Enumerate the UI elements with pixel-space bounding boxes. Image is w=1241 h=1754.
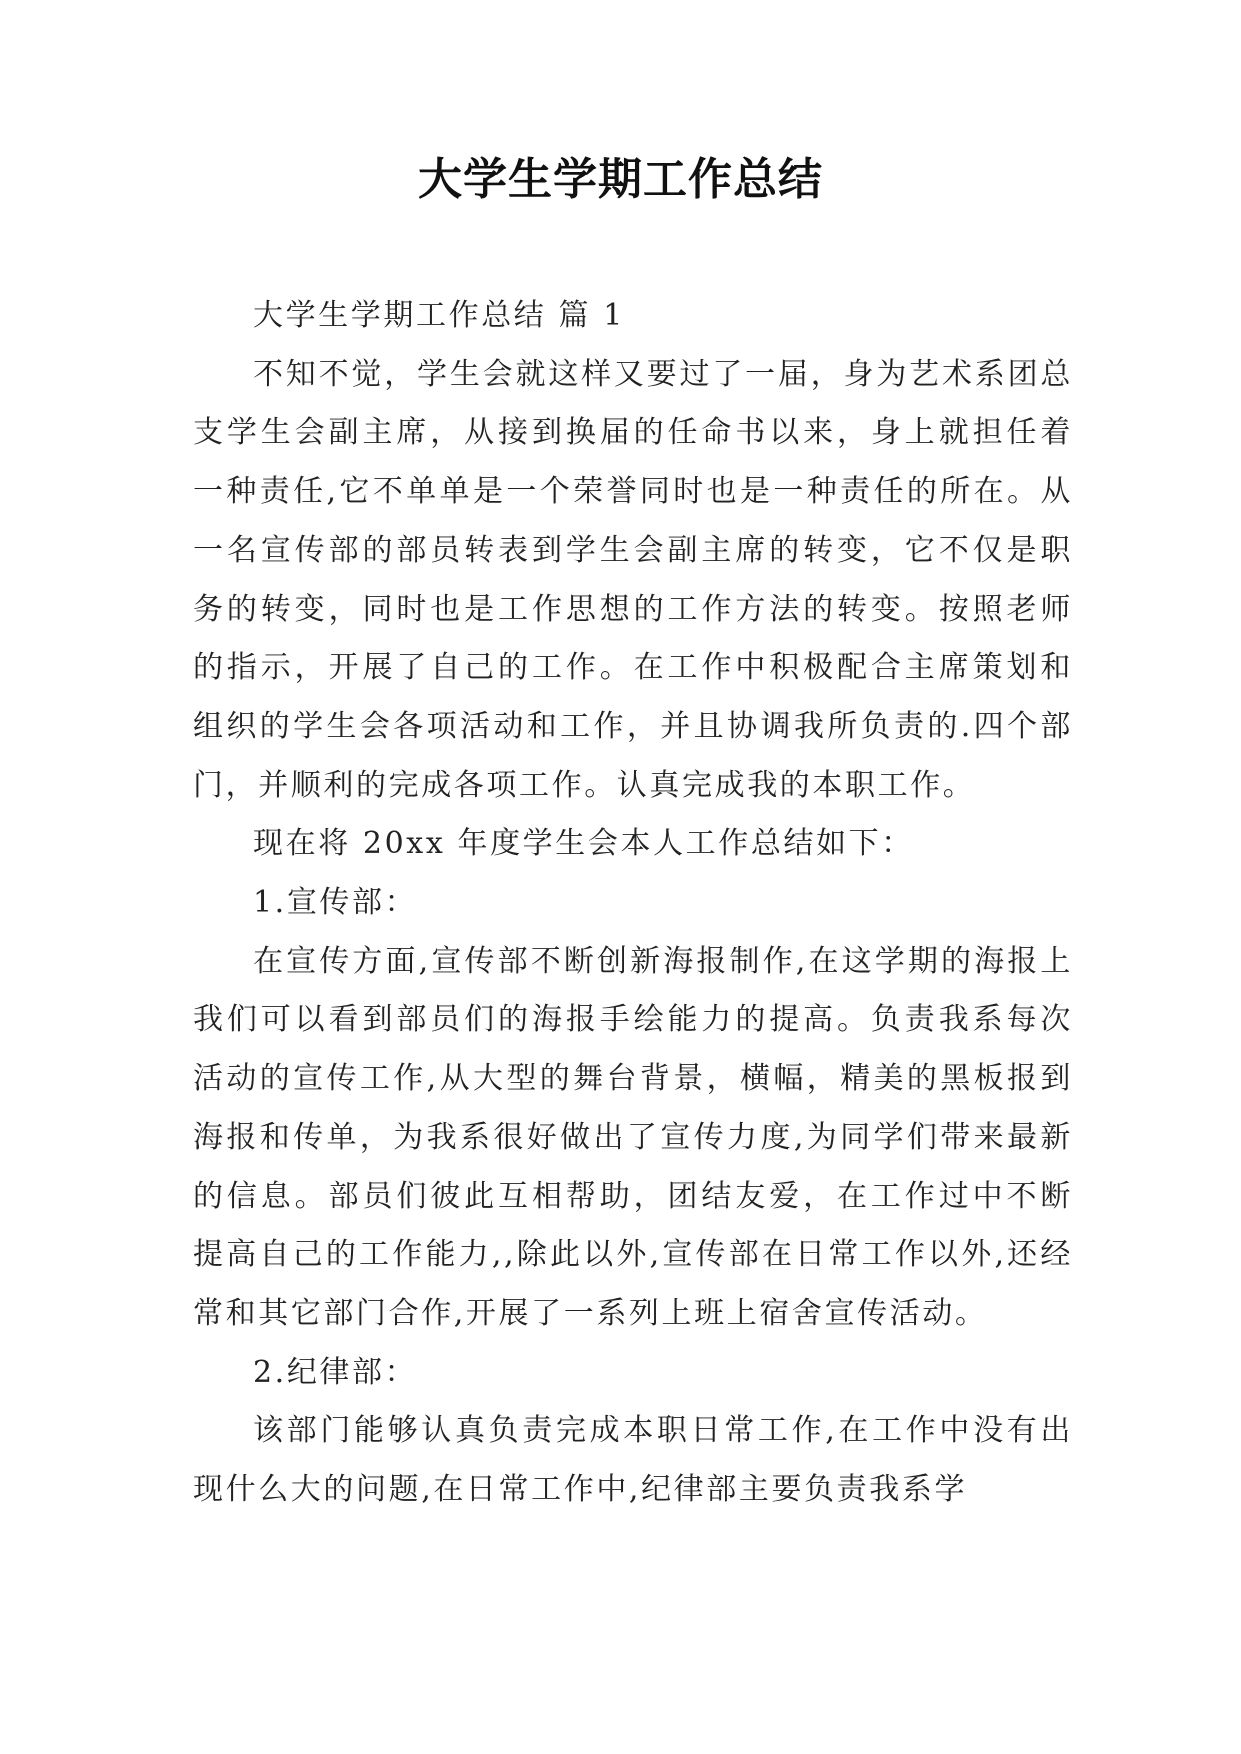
summary-lead-paragraph: 现在将 20xx 年度学生会本人工作总结如下： bbox=[253, 826, 914, 862]
subheading-discipline-department: 2.纪律部： bbox=[253, 1354, 418, 1390]
publicity-department-paragraph: 在宣传方面,宣传部不断创新海报制作,在这学期的海报上我们可以看到部员们的海报手绘能力的提高。负责我系每次活动的宣传工作,从大型的舞台背景，横幅，精美的黑板报到海报和传单，为我系很好做出了宣传力度,为同学们带来最新的信息。部员们彼此互相帮助，团结友爱，在工作过中不断提高自己的工作能力,,除此以外,宣传部在日常工作以外,还经常和其它部门合作,开展了一系列上班上宿舍宣传活动。 bbox=[193, 943, 1073, 1331]
section-heading-part-1: 大学生学期工作总结 篇 1 bbox=[253, 298, 625, 333]
page-title: 大学生学期工作总结 bbox=[418, 154, 823, 205]
discipline-department-paragraph: 该部门能够认真负责完成本职日常工作,在工作中没有出现什么大的问题,在日常工作中,纪律部主要负责我系学 bbox=[193, 1413, 1073, 1508]
subheading-publicity-department: 1.宣传部： bbox=[253, 885, 418, 921]
document-body bbox=[193, 287, 1073, 1520]
intro-paragraph: 不知不觉，学生会就这样又要过了一届，身为艺术系团总支学生会副主席，从接到换届的任命书以来，身上就担任着一种责任,它不单单是一个荣誉同时也是一种责任的所在。从一名宣传部的部员转表到学生会副主席的转变，它不仅是职务的转变，同时也是工作思想的工作方法的转变。按照老师的指示，开展了自己的工作。在工作中积极配合主席策划和组织的学生会各项活动和工作，并且协调我所负责的.四个部门，并顺利的完成各项工作。认真完成我的本职工作。 bbox=[193, 356, 1073, 803]
